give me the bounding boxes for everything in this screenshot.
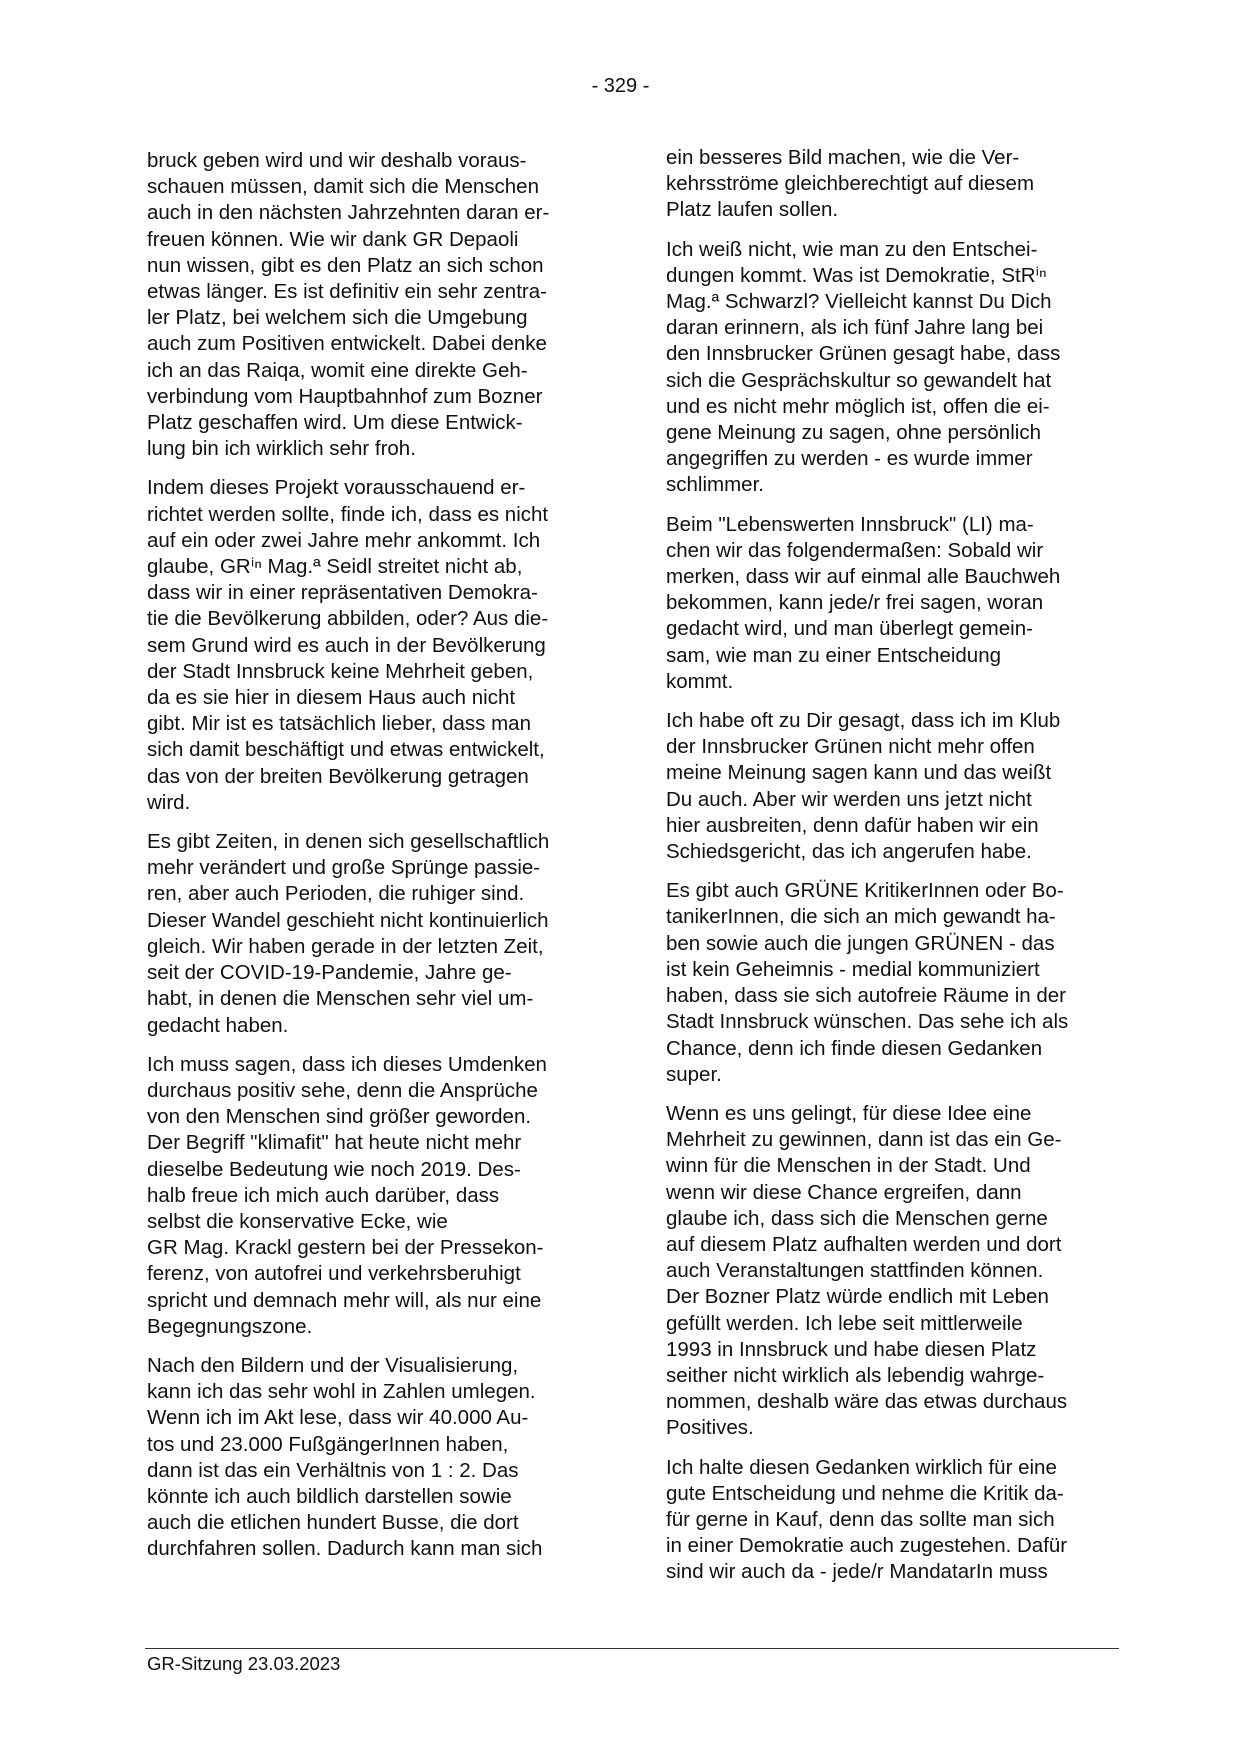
paragraph: Wenn es uns gelingt, für diese Idee eine Mehrheit zu gewinnen, dann ist das ein Ge- winn für die Menschen in der Stadt. Und wenn wir diese Chance ergreifen, dann glaube ich, dass sich die Menschen gerne auf diesem Platz aufhalten werden und dort auch Veranstaltungen stattfinden können. Der Bozner Platz würde endlich mit Leben gefüllt werden. Ich lebe seit mittlerweile 1993 in Innsbruck und habe diesen Platz seither nicht wirklich als lebendig wahrge- nommen, deshalb wäre das etwas durchaus Positives. xyxy=(666,1101,1068,1440)
footer-session-date: GR-Sitzung 23.03.2023 xyxy=(147,1653,341,1674)
paragraph: ein besseres Bild machen, wie die Ver- kehrsströme gleichberechtigt auf diesem Platz laufen sollen. xyxy=(666,146,1035,222)
page-number: - 329 - xyxy=(591,75,650,97)
paragraph: Ich muss sagen, dass ich dieses Umdenken durchaus positiv sehe, denn die Ansprüche von den Menschen sind größer geworden. Der Begriff "klimafit" hat heute nicht mehr dieselbe Bedeutung wie noch 2019. Des- halb freue ich mich auch darüber, dass selbst die konservative Ecke, wie GR Mag. Krackl gestern bei der Pressekon- ferenz, von autofrei und verkehrsberuhigt spricht und demnach mehr will, als nur eine Begegnungszone. xyxy=(147,1052,547,1338)
paragraph: bruck geben wird und wir deshalb voraus- schauen müssen, damit sich die Menschen auch in den nächsten Jahrzehnten daran er- freuen können. Wie wir dank GR Depaoli nun wissen, gibt es den Platz an sich schon etwas länger. Es ist definitiv ein sehr zentra- ler Platz, bei welchem sich die Umgebung auch zum Positiven entwickelt. Dabei denke ich an das Raiqa, womit eine direkte Geh- verbindung vom Hauptbahnhof zum Bozner Platz geschaffen wird. Um diese Entwick- lung bin ich wirklich sehr froh. xyxy=(147,149,550,461)
paragraph: Indem dieses Projekt vorausschauend er- richtet werden sollte, finde ich, dass es nicht auf ein oder zwei Jahre mehr ankommt. Ich glaube, GRⁱⁿ Mag.ª Seidl streitet nicht ab, dass wir in einer repräsentativen Demokra- tie die Bevölkerung abbilden, oder? Aus die- sem Grund wird es auch in der Bevölkerung der Stadt Innsbruck keine Mehrheit geben, da es sie hier in diesem Haus auch nicht gibt. Mir ist es tatsächlich lieber, dass man sich damit beschäftigt und etwas entwickelt, das von der breiten Bevölkerung getragen wird. xyxy=(147,476,549,814)
right-column xyxy=(666,145,1116,1599)
paragraph: Ich halte diesen Gedanken wirklich für eine gute Entscheidung und nehme die Kritik da- für gerne in Kauf, denn das sollte man sich in einer Demokratie auch zugestehen. Dafür sind wir auch da - jede/r MandatarIn muss xyxy=(666,1455,1068,1584)
footer-divider xyxy=(145,1648,1119,1649)
paragraph: Beim "Lebenswerten Innsbruck" (LI) ma- chen wir das folgendermaßen: Sobald wir merken, dass wir auf einmal alle Bauchweh bekommen, kann jede/r frei sagen, woran gedacht wird, und man überlegt gemein- sam, wie man zu einer Entscheidung kommt. xyxy=(666,512,1061,693)
paragraph: Ich weiß nicht, wie man zu den Entschei- dungen kommt. Was ist Demokratie, StRⁱⁿ Mag.ª Schwarzl? Vielleicht kannst Du Dich daran erinnern, als ich fünf Jahre lang bei den Innsbrucker Grünen gesagt habe, dass sich die Gesprächskultur so gewandelt hat und es nicht mehr möglich ist, offen die ei- gene Meinung zu sagen, ohne persönlich angegriffen zu werden - es wurde immer schlimmer. xyxy=(666,237,1061,497)
paragraph: Es gibt Zeiten, in denen sich gesellschaftlich mehr verändert und große Sprünge passie- ren, aber auch Perioden, die ruhiger sind. Dieser Wandel geschieht nicht kontinuierlich gleich. Wir haben gerade in der letzten Zeit, seit der COVID-19-Pandemie, Jahre ge- habt, in denen die Menschen sehr viel um- gedacht haben. xyxy=(147,830,550,1037)
paragraph: Es gibt auch GRÜNE KritikerInnen oder Bo- tanikerInnen, die sich an mich gewandt ha- ben sowie auch die jungen GRÜNEN - das ist kein Geheimnis - medial kommuniziert haben, dass sie sich autofreie Räume in der Stadt Innsbruck wünschen. Das sehe ich als Chance, denn ich finde diesen Gedanken super. xyxy=(666,879,1069,1086)
paragraph: Nach den Bildern und der Visualisierung, kann ich das sehr wohl in Zahlen umlegen. Wenn ich im Akt lese, dass wir 40.000 Au- tos und 23.000 FußgängerInnen haben, dann ist das ein Verhältnis von 1 : 2. Das könnte ich auch bildlich darstellen sowie auch die etlichen hundert Busse, die dort durchfahren sollen. Dadurch kann man sich xyxy=(147,1353,543,1561)
left-column xyxy=(147,148,597,1576)
paragraph: Ich habe oft zu Dir gesagt, dass ich im Klub der Innsbrucker Grünen nicht mehr offen meine Meinung sagen kann und das weißt Du auch. Aber wir werden uns jetzt nicht hier ausbreiten, denn dafür haben wir ein Schiedsgericht, das ich angerufen habe. xyxy=(666,709,1061,864)
